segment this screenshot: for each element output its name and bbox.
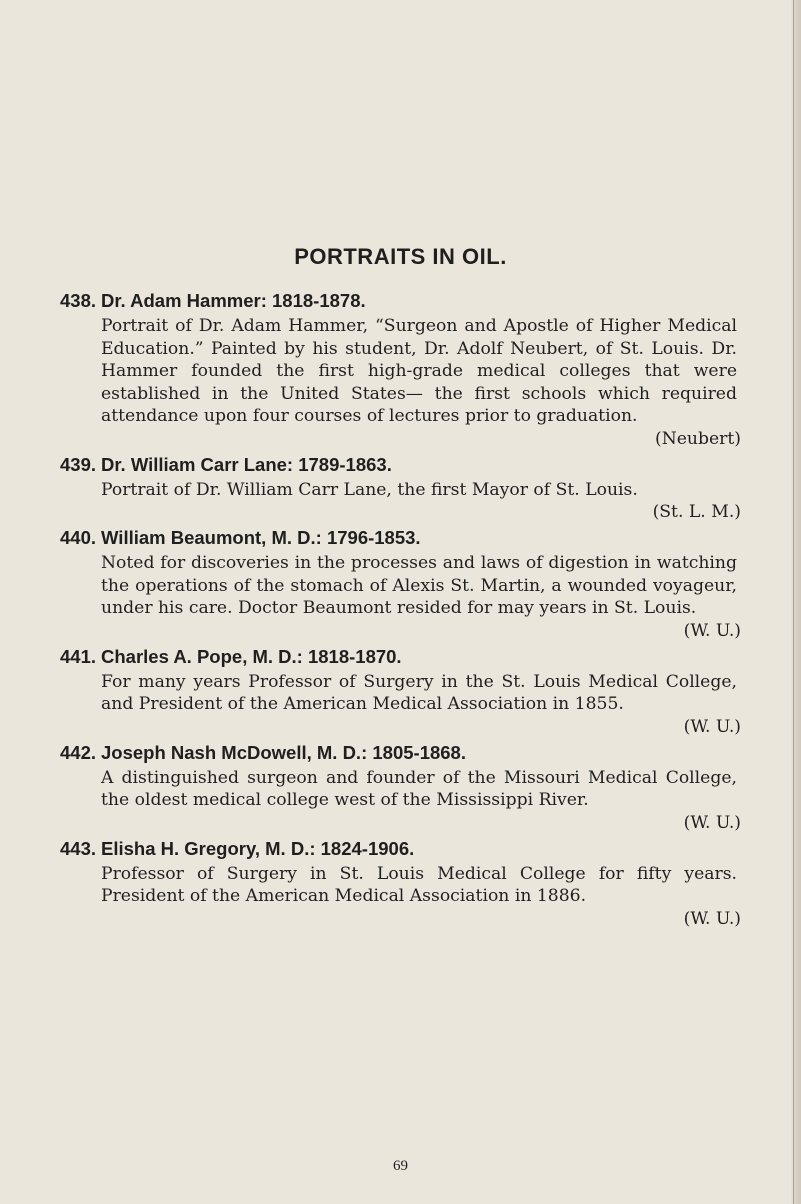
entry-heading	[0, 643, 801, 671]
entry-number: 443.	[60, 837, 97, 859]
entry-heading	[0, 451, 801, 479]
entry-number: 438.	[60, 290, 97, 311]
entry-number: 442.	[60, 741, 97, 763]
entry-name: Elisha H. Gregory, M. D.: 1824-1906.	[101, 837, 415, 859]
entry-number: 440.	[60, 527, 97, 548]
entry-description: For many years Professor of Surgery in the St. Louis Medical College, and President of the American Medical Association in 1855.	[101, 671, 737, 714]
entry-name: Dr. William Carr Lane: 1789-1863.	[101, 453, 392, 475]
entry-name: Dr. Adam Hammer: 1818-1878.	[101, 290, 366, 311]
entry-source: (Neubert)	[655, 428, 741, 449]
entry-source: (W. U.)	[683, 908, 741, 929]
catalogue-entry	[0, 835, 801, 931]
entry-description: Noted for discoveries in the processes and laws of digestion in watching the operations of the stomach of Alexis St. Martin, a wounded voyageur, under his care. Doctor Beaumont resided for may years in St. Louis.	[101, 553, 737, 618]
page-number: 69	[393, 1158, 408, 1174]
entry-description: Portrait of Dr. William Carr Lane, the first Mayor of St. Louis.	[101, 479, 638, 500]
entry-name: Joseph Nash McDowell, M. D.: 1805-1868.	[101, 741, 466, 763]
entry-heading	[0, 835, 801, 863]
entry-heading	[0, 524, 801, 552]
entry-name: William Beaumont, M. D.: 1796-1853.	[101, 527, 421, 548]
entry-source: (W. U.)	[683, 620, 741, 641]
catalogue-entry	[0, 451, 801, 525]
catalogue-entry	[0, 739, 801, 835]
entry-source: (W. U.)	[683, 812, 741, 833]
catalogue-entry	[0, 643, 801, 739]
entry-heading	[0, 739, 801, 767]
running-head: PORTRAITS IN OIL.	[294, 244, 507, 269]
catalogue-entries	[0, 287, 801, 931]
entry-source: (W. U.)	[683, 716, 741, 737]
entry-description: A distinguished surgeon and founder of the Missouri Medical College, the oldest medical college west of the Mississippi River.	[101, 767, 737, 810]
entry-description: Professor of Surgery in St. Louis Medical College for fifty years. President of the American Medical Association in 1886.	[101, 863, 737, 906]
entry-description: Portrait of Dr. Adam Hammer, “Surgeon and Apostle of Higher Medical Education.” Painted by his student, Dr. Adolf Neubert, of St. Louis. Dr. Hammer founded the first high-grade medical colleges that were established in the United States— the first schools which required attendance upon four courses of lectures prior to graduation.	[101, 316, 737, 426]
catalogue-entry	[0, 287, 801, 451]
entry-heading	[0, 287, 801, 315]
entry-name: Charles A. Pope, M. D.: 1818-1870.	[101, 645, 402, 667]
entry-source: (St. L. M.)	[652, 502, 741, 522]
entry-number: 439.	[60, 453, 97, 475]
catalogue-entry	[0, 524, 801, 643]
entry-number: 441.	[60, 645, 97, 667]
